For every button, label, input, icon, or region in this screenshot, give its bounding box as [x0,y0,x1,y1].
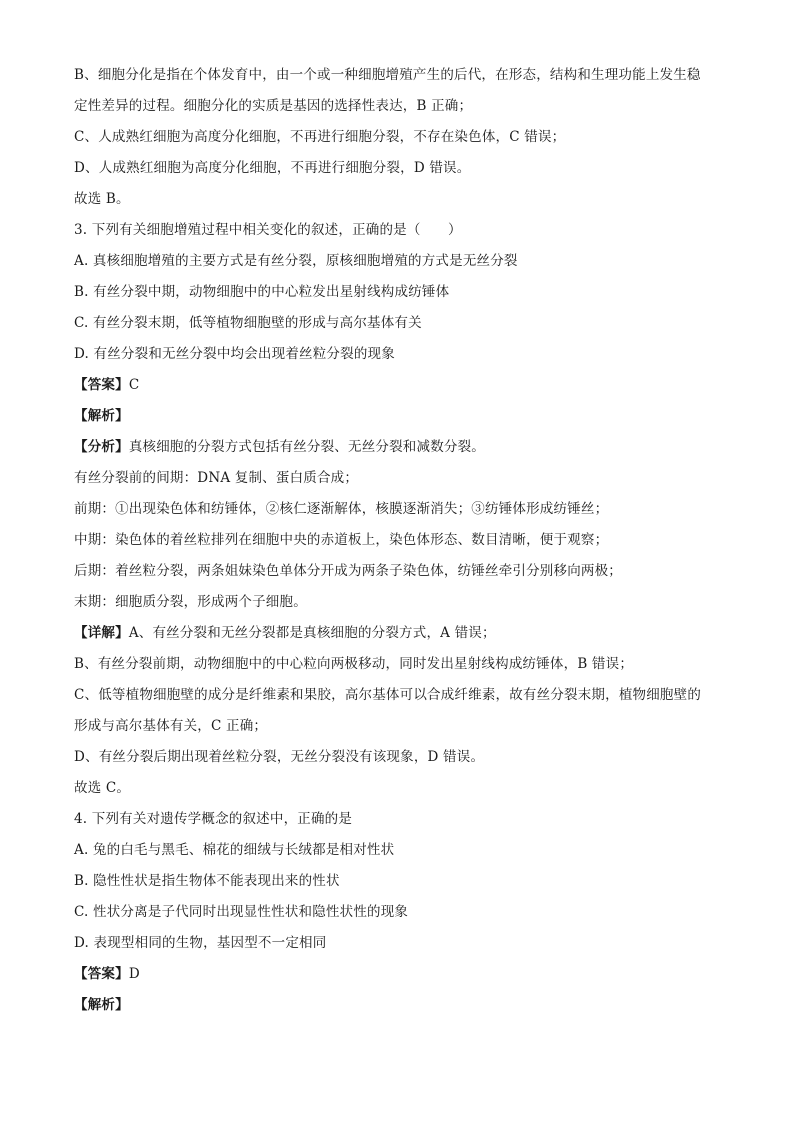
conclusion-line: 故选 C。 [74,780,131,796]
detail-label: 【详解】 [74,625,129,641]
text-line: 有丝分裂前的间期：DNA 复制、蛋白质合成； [74,470,359,486]
question-option: A. 兔的白毛与黑毛、棉花的细绒与长绒都是相对性状 [74,842,395,858]
analysis-heading [74,401,724,432]
text-line: 后期：着丝粒分裂，两条姐妹染色单体分开成为两条子染色体，纺锤丝牵引分别移向两极； [74,563,622,579]
question-option: D. 有丝分裂和无丝分裂中均会出现着丝粒分裂的现象 [74,346,395,362]
question-stem: 3. 下列有关细胞增殖过程中相关变化的叙述，正确的是（ ） [74,222,462,238]
text-line: B、有丝分裂前期，动物细胞中的中心粒向两极移动，同时发出星射线构成纺锤体，B 错误； [74,656,634,672]
text-line: 形成与高尔基体有关，C 正确； [74,718,268,734]
analysis-label: 【解析】 [74,408,129,424]
answer-label: 【答案】 [74,966,129,982]
analysis-label: 【解析】 [74,997,129,1013]
text-line: D、有丝分裂后期出现着丝粒分裂，无丝分裂没有该现象，D 错误。 [74,749,485,765]
document-body [74,60,724,1021]
question-option: B. 有丝分裂中期，动物细胞中的中心粒发出星射线构成纺锤体 [74,284,450,300]
text-line: D、人成熟红细胞为高度分化细胞，不再进行细胞分裂，D 错误。 [74,160,471,176]
question-option: D. 表现型相同的生物，基因型不一定相同 [74,935,327,951]
analysis-heading [74,990,724,1021]
text-line: 前期：①出现染色体和纺锤体，②核仁逐渐解体，核膜逐渐消失；③纺锤体形成纺锤丝； [74,501,609,517]
text-line: C、人成熟红细胞为高度分化细胞，不再进行细胞分裂，不存在染色体，C 错误； [74,129,566,145]
answer-line: 【答案】C [74,377,140,393]
text-line: B、细胞分化是指在个体发育中，由一个或一种细胞增殖产生的后代，在形态，结构和生理功能上发生稳 [74,67,701,83]
question-option: B. 隐性性状是指生物体不能表现出来的性状 [74,873,340,889]
answer-label: 【答案】 [74,377,129,393]
text-line: C、低等植物细胞壁的成分是纤维素和果胶，高尔基体可以合成纤维素，故有丝分裂末期，植物细胞壁的 [74,687,702,703]
analysis-line: 【分析】真核细胞的分裂方式包括有丝分裂、无丝分裂和减数分裂。 [74,439,486,455]
question-option: A. 真核细胞增殖的主要方式是有丝分裂，原核细胞增殖的方式是无丝分裂 [74,253,518,269]
conclusion-line: 故选 B。 [74,191,130,207]
text-line: 定性差异的过程。细胞分化的实质是基因的选择性表达，B 正确； [74,98,473,114]
text-line: 末期：细胞质分裂，形成两个子细胞。 [74,594,307,610]
analysis-sub-label: 【分析】 [74,439,129,455]
text-line: 中期：染色体的着丝粒排列在细胞中央的赤道板上，染色体形态、数目清晰，便于观察； [74,532,609,548]
question-option: C. 性状分离是子代同时出现显性性状和隐性状性的现象 [74,904,409,920]
detail-line: 【详解】A、有丝分裂和无丝分裂都是真核细胞的分裂方式，A 错误； [74,625,496,641]
question-stem: 4. 下列有关对遗传学概念的叙述中，正确的是 [74,811,353,827]
answer-line: 【答案】D [74,966,140,982]
question-option: C. 有丝分裂末期，低等植物细胞壁的形成与高尔基体有关 [74,315,422,331]
